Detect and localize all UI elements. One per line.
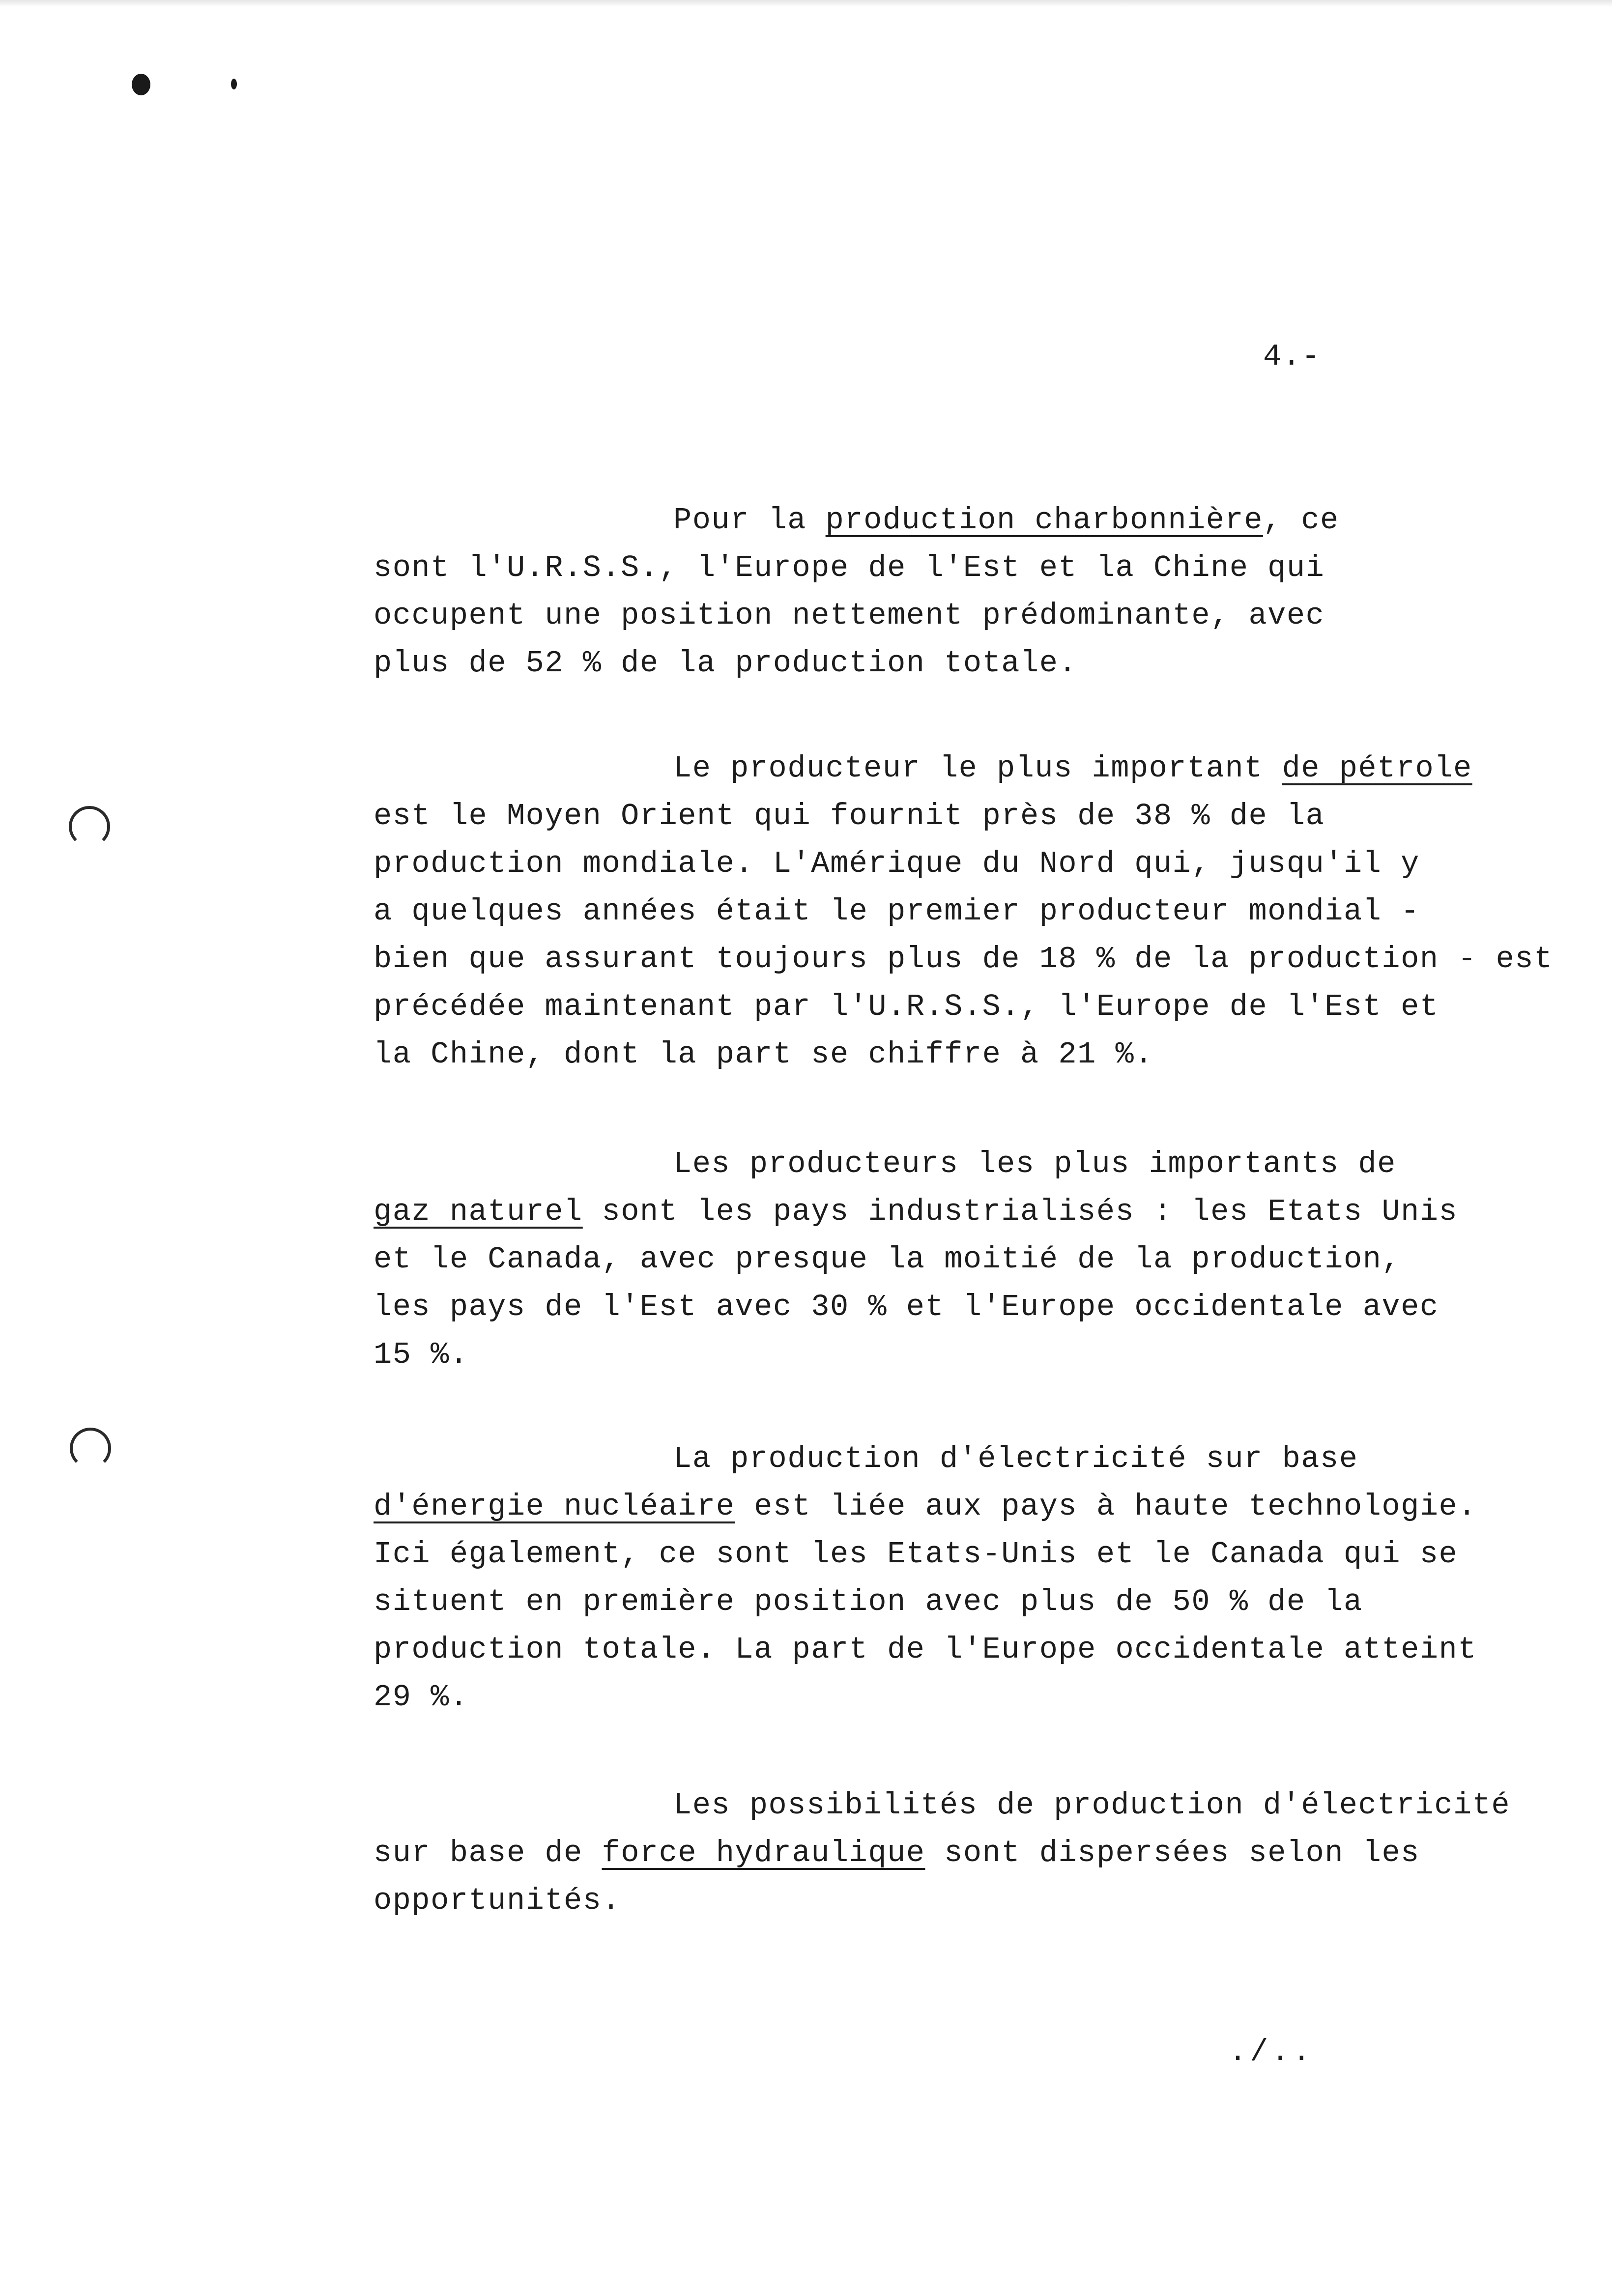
underlined-term: force hydraulique xyxy=(602,1836,925,1870)
text-line: sont l'U.R.S.S., l'Europe de l'Est et la Chine qui xyxy=(374,550,1325,585)
text-line: Le producteur le plus important de pétrole xyxy=(673,751,1472,786)
paragraph-natural-gas xyxy=(374,1140,1458,1378)
underlined-term: production charbonnière xyxy=(825,503,1263,538)
underlined-term: d'énergie nucléaire xyxy=(374,1489,735,1524)
text-line: a quelques années était le premier producteur mondial - xyxy=(374,894,1420,929)
text-line: 15 %. xyxy=(374,1337,469,1372)
continuation-mark: ./.. xyxy=(1229,2035,1314,2069)
text-line: sur base de force hydraulique sont dispersées selon les xyxy=(374,1836,1420,1870)
text-line: production totale. La part de l'Europe occidentale atteint xyxy=(374,1632,1477,1667)
text-line: La production d'électricité sur base xyxy=(673,1441,1358,1476)
text-line: précédée maintenant par l'U.R.S.S., l'Europe de l'Est et xyxy=(374,989,1439,1024)
text-line: d'énergie nucléaire est liée aux pays à haute technologie. xyxy=(374,1489,1477,1524)
text-line: est le Moyen Orient qui fournit près de 38 % de la xyxy=(374,799,1325,833)
text-line: Ici également, ce sont les Etats-Unis et le Canada qui se xyxy=(374,1537,1458,1572)
text-line: gaz naturel sont les pays industrialisés : les Etats Unis xyxy=(374,1194,1458,1229)
ink-speck-icon xyxy=(231,79,237,89)
paragraph-oil xyxy=(374,745,1553,1078)
text-line: la Chine, dont la part se chiffre à 21 %. xyxy=(374,1037,1153,1072)
page-number: 4.- xyxy=(1263,339,1321,374)
text-line: et le Canada, avec presque la moitié de la production, xyxy=(374,1242,1401,1277)
text-line: production mondiale. L'Amérique du Nord qui, jusqu'il y xyxy=(374,846,1420,881)
text-line: situent en première position avec plus de 50 % de la xyxy=(374,1584,1363,1619)
underlined-term: gaz naturel xyxy=(374,1194,583,1229)
text-line: occupent une position nettement prédominante, avec xyxy=(374,598,1325,633)
text-line: bien que assurant toujours plus de 18 % de la production - est xyxy=(374,942,1553,976)
paragraph-nuclear xyxy=(374,1435,1477,1721)
paragraph-hydraulic xyxy=(374,1781,1510,1924)
text-line: Les possibilités de production d'électricité xyxy=(673,1788,1511,1823)
punch-hole-icon xyxy=(69,806,110,847)
paragraph-coal xyxy=(374,496,1339,687)
text-line: opportunités. xyxy=(374,1883,621,1918)
punch-hole-icon xyxy=(70,1428,111,1469)
ink-speck-icon xyxy=(132,74,150,95)
text-line: Pour la production charbonnière, ce xyxy=(673,503,1339,538)
text-line: plus de 52 % de la production totale. xyxy=(374,646,1078,681)
scan-edge xyxy=(0,0,1612,7)
text-line: les pays de l'Est avec 30 % et l'Europe occidentale avec xyxy=(374,1290,1439,1324)
text-line: 29 %. xyxy=(374,1680,469,1715)
underlined-term: de pétrole xyxy=(1282,751,1472,786)
text-line: Les producteurs les plus importants de xyxy=(673,1147,1396,1181)
